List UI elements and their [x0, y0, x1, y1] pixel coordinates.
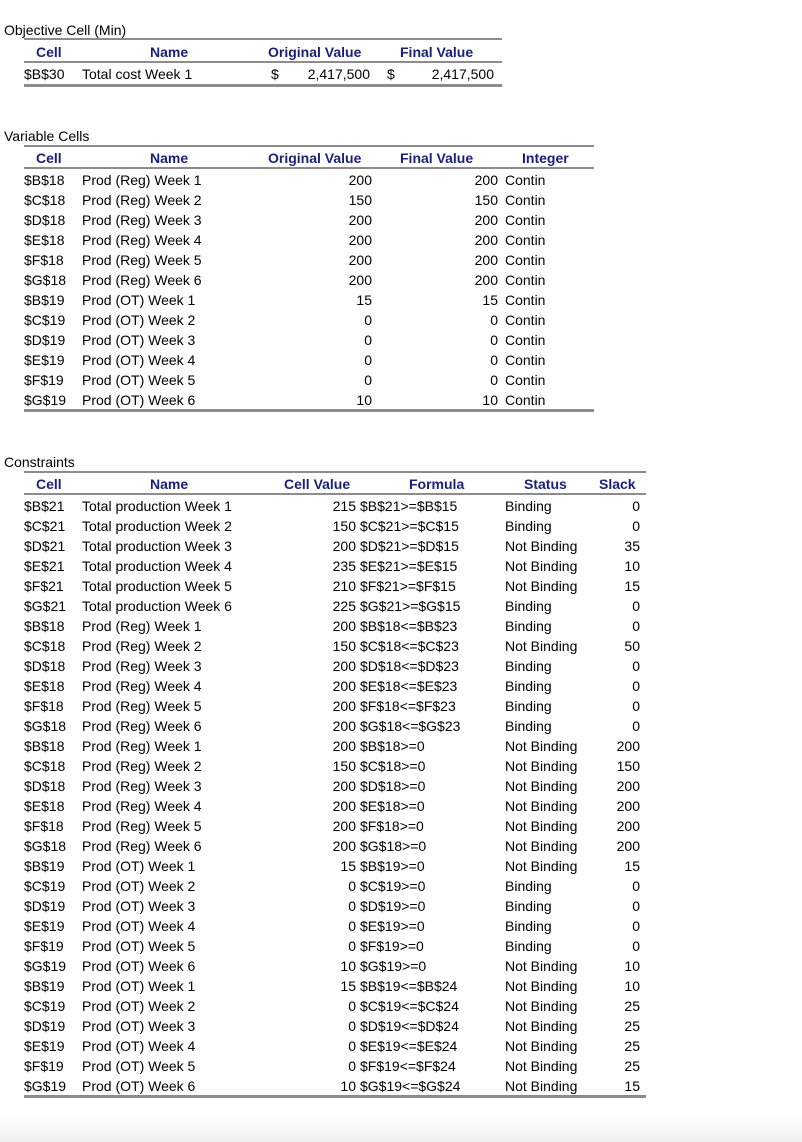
constraint-name: Prod (OT) Week 3: [82, 1018, 196, 1034]
constraint-name: Prod (OT) Week 6: [82, 958, 196, 974]
constraint-formula: $F$18>=0: [360, 818, 424, 834]
constraint-formula: $F$19<=$F$24: [360, 1058, 456, 1074]
objective-bottom-rule: [24, 84, 502, 87]
constraint-slack: 200: [616, 818, 640, 834]
constraint-cell-ref: $C$18: [24, 758, 66, 774]
variables-header-rule: [24, 167, 594, 169]
objective-original-currency: $: [271, 66, 279, 82]
constraint-name: Prod (Reg) Week 4: [82, 798, 202, 814]
constraint-cell-value: 200: [332, 538, 356, 554]
constraint-formula: $C$21>=$C$15: [360, 518, 459, 534]
constraint-status: Not Binding: [505, 1018, 578, 1034]
constraint-formula: $G$18<=$G$23: [360, 718, 461, 734]
constraint-status: Binding: [505, 898, 552, 914]
constraint-cell-value: 200: [332, 738, 356, 754]
constraint-name: Prod (Reg) Week 2: [82, 638, 202, 654]
constraint-cell-ref: $C$18: [24, 638, 66, 654]
constraint-status: Not Binding: [505, 1038, 578, 1054]
constraint-formula: $C$19<=$C$24: [360, 998, 459, 1014]
constraint-cell-value: 15: [340, 978, 356, 994]
constraint-cell-ref: $B$18: [24, 738, 65, 754]
constraints-top-rule: [24, 471, 646, 473]
variable-integer-type: Contin: [505, 352, 546, 368]
constraint-cell-ref: $B$18: [24, 618, 65, 634]
constraint-slack: 0: [632, 598, 640, 614]
variable-name: Prod (OT) Week 4: [82, 352, 196, 368]
objective-original-value: 2,417,500: [307, 66, 370, 82]
constraint-slack: 200: [616, 738, 640, 754]
constraint-formula: $G$19>=0: [360, 958, 427, 974]
constraints-header-cell: Cell: [36, 476, 62, 492]
variable-name: Prod (Reg) Week 3: [82, 212, 202, 228]
objective-section-title: Objective Cell (Min): [4, 22, 127, 38]
constraint-cell-value: 0: [348, 938, 356, 954]
constraint-cell-ref: $G$21: [24, 598, 67, 614]
constraint-slack: 200: [616, 798, 640, 814]
variable-name: Prod (Reg) Week 2: [82, 192, 202, 208]
constraint-name: Prod (Reg) Week 6: [82, 718, 202, 734]
constraint-cell-value: 215: [332, 498, 356, 514]
constraint-cell-value: 150: [332, 638, 356, 654]
variable-final-value: 150: [474, 192, 498, 208]
constraint-slack: 0: [632, 718, 640, 734]
constraint-slack: 0: [632, 878, 640, 894]
constraint-status: Not Binding: [505, 818, 578, 834]
constraint-name: Total production Week 4: [82, 558, 232, 574]
constraint-status: Binding: [505, 938, 552, 954]
constraint-name: Prod (OT) Week 4: [82, 918, 196, 934]
constraint-cell-value: 0: [348, 1058, 356, 1074]
constraint-status: Not Binding: [505, 858, 578, 874]
variable-final-value: 0: [490, 352, 498, 368]
constraint-cell-ref: $E$19: [24, 1038, 65, 1054]
constraint-cell-value: 150: [332, 758, 356, 774]
constraint-formula: $E$18<=$E$23: [360, 678, 458, 694]
constraint-name: Prod (Reg) Week 1: [82, 738, 202, 754]
constraint-formula: $B$21>=$B$15: [360, 498, 458, 514]
variable-final-value: 15: [482, 292, 498, 308]
constraint-name: Prod (Reg) Week 2: [82, 758, 202, 774]
variable-cell-ref: $F$18: [24, 252, 64, 268]
constraint-name: Total production Week 6: [82, 598, 232, 614]
constraint-slack: 200: [616, 838, 640, 854]
constraint-slack: 15: [624, 858, 640, 874]
variable-final-value: 200: [474, 232, 498, 248]
constraint-status: Not Binding: [505, 998, 578, 1014]
constraint-name: Prod (OT) Week 6: [82, 1078, 196, 1094]
variable-name: Prod (OT) Week 6: [82, 392, 196, 408]
constraint-cell-ref: $C$19: [24, 878, 66, 894]
variable-original-value: 150: [348, 192, 372, 208]
constraint-cell-ref: $D$21: [24, 538, 66, 554]
constraint-slack: 0: [632, 918, 640, 934]
variable-original-value: 200: [348, 252, 372, 268]
constraint-name: Prod (Reg) Week 3: [82, 778, 202, 794]
constraint-cell-ref: $B$21: [24, 498, 65, 514]
variable-cell-ref: $E$19: [24, 352, 65, 368]
constraint-formula: $D$18>=0: [360, 778, 426, 794]
constraint-cell-ref: $F$18: [24, 818, 64, 834]
constraint-slack: 10: [624, 978, 640, 994]
constraint-name: Total production Week 2: [82, 518, 232, 534]
constraint-cell-ref: $B$19: [24, 858, 65, 874]
constraint-cell-value: 10: [340, 1078, 356, 1094]
constraint-name: Prod (OT) Week 2: [82, 998, 196, 1014]
constraint-formula: $F$18<=$F$23: [360, 698, 456, 714]
constraint-status: Binding: [505, 598, 552, 614]
constraint-formula: $D$19>=0: [360, 898, 426, 914]
constraint-name: Total production Week 1: [82, 498, 232, 514]
constraint-cell-ref: $F$18: [24, 698, 64, 714]
variable-final-value: 0: [490, 372, 498, 388]
constraint-name: Prod (OT) Week 5: [82, 1058, 196, 1074]
variable-name: Prod (Reg) Week 4: [82, 232, 202, 248]
variable-name: Prod (Reg) Week 1: [82, 172, 202, 188]
variable-integer-type: Contin: [505, 372, 546, 388]
constraint-cell-ref: $G$18: [24, 718, 67, 734]
constraint-cell-ref: $F$19: [24, 1058, 64, 1074]
variable-original-value: 0: [364, 372, 372, 388]
constraint-cell-ref: $G$18: [24, 838, 67, 854]
constraint-formula: $E$19<=$E$24: [360, 1038, 458, 1054]
constraint-cell-value: 200: [332, 698, 356, 714]
constraints-header-name: Name: [150, 476, 189, 492]
constraints-header-value: Cell Value: [284, 476, 351, 492]
constraint-status: Not Binding: [505, 958, 578, 974]
variable-original-value: 0: [364, 312, 372, 328]
variable-cell-ref: $B$19: [24, 292, 65, 308]
constraint-name: Total production Week 3: [82, 538, 232, 554]
constraint-cell-ref: $G$19: [24, 958, 67, 974]
constraint-name: Prod (OT) Week 5: [82, 938, 196, 954]
variable-original-value: 200: [348, 272, 372, 288]
constraint-slack: 0: [632, 938, 640, 954]
constraint-cell-value: 0: [348, 998, 356, 1014]
objective-final-value: 2,417,500: [431, 66, 494, 82]
constraint-cell-value: 200: [332, 818, 356, 834]
constraint-name: Prod (OT) Week 3: [82, 898, 196, 914]
constraint-formula: $F$21>=$F$15: [360, 578, 456, 594]
constraint-formula: $D$18<=$D$23: [360, 658, 459, 674]
variable-final-value: 0: [490, 312, 498, 328]
constraint-status: Not Binding: [505, 978, 578, 994]
constraint-cell-ref: $D$19: [24, 1018, 66, 1034]
constraint-status: Not Binding: [505, 798, 578, 814]
constraint-cell-ref: $D$18: [24, 778, 66, 794]
constraint-name: Prod (Reg) Week 3: [82, 658, 202, 674]
constraint-cell-ref: $B$19: [24, 978, 65, 994]
variable-cell-ref: $B$18: [24, 172, 65, 188]
constraint-status: Binding: [505, 658, 552, 674]
variable-integer-type: Contin: [505, 192, 546, 208]
constraint-slack: 10: [624, 558, 640, 574]
constraint-status: Binding: [505, 878, 552, 894]
variable-integer-type: Contin: [505, 392, 546, 408]
constraint-slack: 0: [632, 698, 640, 714]
variable-original-value: 0: [364, 352, 372, 368]
variable-original-value: 200: [348, 212, 372, 228]
variable-original-value: 200: [348, 232, 372, 248]
variable-integer-type: Contin: [505, 232, 546, 248]
constraint-formula: $E$19>=0: [360, 918, 425, 934]
constraint-formula: $G$19<=$G$24: [360, 1078, 461, 1094]
variables-top-rule: [24, 145, 594, 147]
constraint-name: Prod (Reg) Week 5: [82, 818, 202, 834]
constraint-cell-value: 0: [348, 1018, 356, 1034]
variables-header-final: Final Value: [400, 150, 474, 166]
constraint-formula: $B$18<=$B$23: [360, 618, 458, 634]
constraint-name: Prod (Reg) Week 4: [82, 678, 202, 694]
constraint-status: Not Binding: [505, 558, 578, 574]
constraint-cell-value: 235: [332, 558, 356, 574]
constraint-cell-value: 200: [332, 718, 356, 734]
constraint-status: Not Binding: [505, 538, 578, 554]
objective-name: Total cost Week 1: [82, 66, 193, 82]
variable-name: Prod (OT) Week 3: [82, 332, 196, 348]
variables-header-original: Original Value: [268, 150, 362, 166]
constraint-name: Prod (Reg) Week 6: [82, 838, 202, 854]
objective-header-final: Final Value: [400, 44, 474, 60]
variable-name: Prod (OT) Week 2: [82, 312, 196, 328]
constraint-status: Not Binding: [505, 758, 578, 774]
variable-cell-ref: $G$19: [24, 392, 67, 408]
constraints-header-status: Status: [524, 476, 567, 492]
objective-header-name: Name: [150, 44, 189, 60]
constraints-bottom-rule: [24, 1095, 646, 1098]
variable-cell-ref: $E$18: [24, 232, 65, 248]
constraint-cell-value: 10: [340, 958, 356, 974]
constraint-slack: 25: [624, 1038, 640, 1054]
constraint-formula: $C$19>=0: [360, 878, 426, 894]
constraint-cell-ref: $D$19: [24, 898, 66, 914]
constraint-name: Prod (OT) Week 2: [82, 878, 196, 894]
constraint-formula: $G$21>=$G$15: [360, 598, 461, 614]
variable-final-value: 10: [482, 392, 498, 408]
constraint-status: Not Binding: [505, 1058, 578, 1074]
constraint-cell-ref: $F$21: [24, 578, 64, 594]
variable-name: Prod (Reg) Week 5: [82, 252, 202, 268]
page-bottom-shade: [0, 1112, 802, 1142]
constraints-header-formula: Formula: [409, 476, 465, 492]
constraint-slack: 0: [632, 658, 640, 674]
constraint-formula: $E$21>=$E$15: [360, 558, 458, 574]
constraint-cell-value: 200: [332, 778, 356, 794]
constraint-name: Prod (Reg) Week 5: [82, 698, 202, 714]
variable-final-value: 0: [490, 332, 498, 348]
constraint-status: Binding: [505, 718, 552, 734]
constraint-formula: $B$18>=0: [360, 738, 425, 754]
constraint-status: Not Binding: [505, 578, 578, 594]
constraint-cell-value: 200: [332, 838, 356, 854]
variable-integer-type: Contin: [505, 272, 546, 288]
constraint-formula: $F$19>=0: [360, 938, 424, 954]
variable-name: Prod (OT) Week 1: [82, 292, 196, 308]
constraint-cell-ref: $E$18: [24, 678, 65, 694]
constraint-formula: $B$19<=$B$24: [360, 978, 458, 994]
variable-integer-type: Contin: [505, 252, 546, 268]
constraint-cell-ref: $D$18: [24, 658, 66, 674]
variable-cell-ref: $D$19: [24, 332, 66, 348]
constraint-cell-value: 150: [332, 518, 356, 534]
constraint-status: Not Binding: [505, 738, 578, 754]
variables-header-cell: Cell: [36, 150, 62, 166]
constraints-header-slack: Slack: [599, 476, 636, 492]
constraint-slack: 200: [616, 778, 640, 794]
constraint-formula: $C$18<=$C$23: [360, 638, 459, 654]
variable-integer-type: Contin: [505, 212, 546, 228]
variables-header-integer: Integer: [522, 150, 569, 166]
constraint-slack: 150: [616, 758, 640, 774]
objective-final-currency: $: [387, 66, 395, 82]
constraint-formula: $G$18>=0: [360, 838, 427, 854]
objective-cell-ref: $B$30: [24, 66, 65, 82]
variable-original-value: 0: [364, 332, 372, 348]
constraints-header-rule: [24, 493, 646, 495]
variable-cell-ref: $C$18: [24, 192, 66, 208]
constraint-slack: 0: [632, 898, 640, 914]
constraints-section-title: Constraints: [4, 454, 75, 470]
constraint-status: Binding: [505, 618, 552, 634]
variable-final-value: 200: [474, 252, 498, 268]
constraint-status: Not Binding: [505, 838, 578, 854]
constraint-slack: 50: [624, 638, 640, 654]
constraint-status: Not Binding: [505, 638, 578, 654]
variable-name: Prod (OT) Week 5: [82, 372, 196, 388]
variable-final-value: 200: [474, 212, 498, 228]
constraint-status: Binding: [505, 518, 552, 534]
variable-name: Prod (Reg) Week 6: [82, 272, 202, 288]
constraint-formula: $C$18>=0: [360, 758, 426, 774]
objective-header-cell: Cell: [36, 44, 62, 60]
constraint-cell-value: 0: [348, 1038, 356, 1054]
constraint-cell-ref: $G$19: [24, 1078, 67, 1094]
constraint-status: Binding: [505, 498, 552, 514]
variable-original-value: 200: [348, 172, 372, 188]
variable-cell-ref: $C$19: [24, 312, 66, 328]
constraint-cell-value: 200: [332, 658, 356, 674]
constraint-slack: 0: [632, 678, 640, 694]
constraint-cell-value: 0: [348, 898, 356, 914]
variable-cell-ref: $G$18: [24, 272, 67, 288]
variable-original-value: 10: [356, 392, 372, 408]
constraint-cell-value: 15: [340, 858, 356, 874]
constraint-cell-ref: $F$19: [24, 938, 64, 954]
variable-final-value: 200: [474, 272, 498, 288]
constraint-name: Prod (OT) Week 4: [82, 1038, 196, 1054]
variable-integer-type: Contin: [505, 332, 546, 348]
constraint-formula: $D$21>=$D$15: [360, 538, 459, 554]
variables-bottom-rule: [24, 409, 594, 412]
variables-section-title: Variable Cells: [4, 128, 90, 144]
constraint-status: Binding: [505, 918, 552, 934]
constraint-name: Prod (OT) Week 1: [82, 978, 196, 994]
constraint-cell-ref: $C$21: [24, 518, 66, 534]
constraint-status: Not Binding: [505, 1078, 578, 1094]
constraint-cell-value: 225: [332, 598, 356, 614]
variable-original-value: 15: [356, 292, 372, 308]
objective-header-original: Original Value: [268, 44, 362, 60]
constraint-formula: $D$19<=$D$24: [360, 1018, 459, 1034]
variable-integer-type: Contin: [505, 172, 546, 188]
constraint-slack: 35: [624, 538, 640, 554]
objective-top-rule: [24, 38, 502, 40]
variable-integer-type: Contin: [505, 312, 546, 328]
constraint-slack: 25: [624, 1018, 640, 1034]
constraint-cell-value: 0: [348, 918, 356, 934]
constraint-slack: 0: [632, 498, 640, 514]
constraint-name: Prod (Reg) Week 1: [82, 618, 202, 634]
constraint-slack: 10: [624, 958, 640, 974]
constraint-cell-ref: $E$18: [24, 798, 65, 814]
variable-cell-ref: $F$19: [24, 372, 64, 388]
constraint-cell-ref: $E$21: [24, 558, 65, 574]
constraint-cell-ref: $C$19: [24, 998, 66, 1014]
constraint-cell-value: 200: [332, 678, 356, 694]
constraint-slack: 0: [632, 518, 640, 534]
constraint-cell-value: 210: [332, 578, 356, 594]
constraint-name: Prod (OT) Week 1: [82, 858, 196, 874]
objective-header-rule: [24, 61, 502, 63]
constraint-cell-value: 200: [332, 618, 356, 634]
constraint-slack: 15: [624, 578, 640, 594]
constraint-status: Binding: [505, 678, 552, 694]
constraint-formula: $B$19>=0: [360, 858, 425, 874]
constraint-slack: 25: [624, 998, 640, 1014]
constraint-slack: 15: [624, 1078, 640, 1094]
constraint-cell-ref: $E$19: [24, 918, 65, 934]
constraint-cell-value: 0: [348, 878, 356, 894]
variable-final-value: 200: [474, 172, 498, 188]
constraint-status: Binding: [505, 698, 552, 714]
constraint-slack: 25: [624, 1058, 640, 1074]
constraint-status: Not Binding: [505, 778, 578, 794]
variables-header-name: Name: [150, 150, 189, 166]
constraint-cell-value: 200: [332, 798, 356, 814]
constraint-formula: $E$18>=0: [360, 798, 425, 814]
variable-cell-ref: $D$18: [24, 212, 66, 228]
constraint-name: Total production Week 5: [82, 578, 232, 594]
constraint-slack: 0: [632, 618, 640, 634]
variable-integer-type: Contin: [505, 292, 546, 308]
